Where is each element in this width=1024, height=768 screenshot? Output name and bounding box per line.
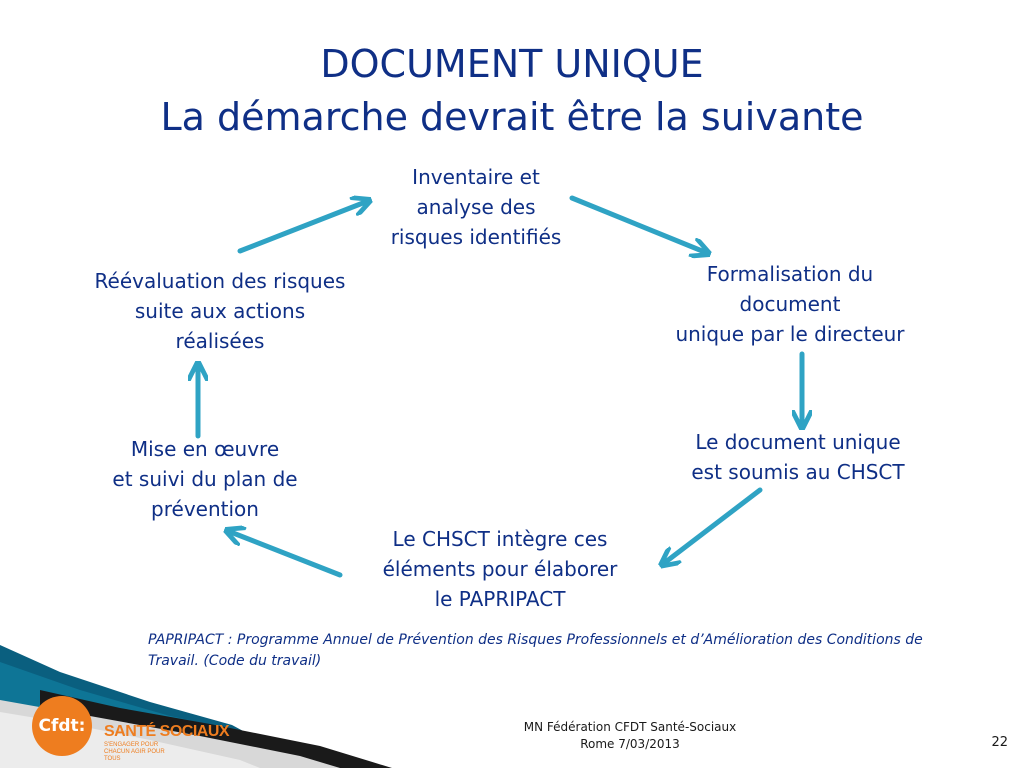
- logo-tagline: S'ENGAGER POUR CHACUN AGIR POUR TOUS: [104, 742, 165, 762]
- page-title: DOCUMENT UNIQUE: [320, 42, 704, 86]
- cfdt-logo: Cfdt:: [32, 696, 92, 756]
- arrow-step6-to-step1: [240, 201, 368, 251]
- logo-brand-text: SANTÉ SOCIAUX: [104, 723, 230, 740]
- arrow-step3-to-step4: [663, 490, 760, 564]
- note-term: PAPRIPACT: [148, 632, 224, 648]
- step-reevaluation: Réévaluation des risques suite aux actions réalisées: [94, 269, 346, 353]
- footer-organization: MN Fédération CFDT Santé-Sociaux: [523, 720, 737, 734]
- footer-date: Rome 7/03/2013: [580, 737, 680, 751]
- page-number: 22: [991, 735, 1008, 750]
- arrow-step4-to-step5: [228, 531, 340, 575]
- step-formalisation: Formalisation du document unique par le directeur: [675, 262, 905, 346]
- step-chsct-papripact: Le CHSCT intègre ces éléments pour élaborer le PAPRIPACT: [382, 527, 618, 611]
- step-inventory-analysis: Inventaire et analyse des risques identifiés: [390, 165, 562, 249]
- definition-note: [148, 630, 958, 672]
- page-subtitle: La démarche devrait être la suivante: [160, 95, 864, 139]
- step-implementation: Mise en œuvre et suivi du plan de prévention: [112, 437, 298, 521]
- footer: [480, 719, 780, 753]
- note-definition: : Programme Annuel de Prévention des Risques Professionnels et d’Amélioration des Conditions de Travail. (Code du travail): [148, 632, 923, 669]
- step-submit-chsct: Le document unique est soumis au CHSCT: [691, 430, 905, 484]
